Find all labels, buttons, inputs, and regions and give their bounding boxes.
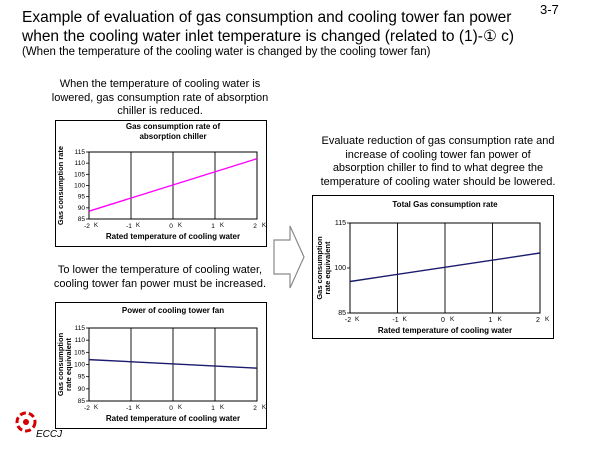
x-tick-label: 1 [211,405,215,412]
x-tick-unit: K [220,223,225,229]
note-top-line: When the temperature of cooling water is [59,78,261,90]
x-tick-unit: K [450,316,455,323]
note-middle-line: cooling tower fan power must be increased. [53,277,267,290]
note-right-line: increase of cooling tower fan power of [345,148,531,161]
y-tick-label: 95 [77,193,85,201]
note-top-line: chiller is reduced. [117,105,203,117]
x-tick-label: 0 [441,317,445,324]
x-tick-label: 2 [253,223,257,230]
eccj-logo-icon [14,410,38,434]
title-line-2: when the cooling water inlet temperature is changed (related to (1)-① c) [22,28,515,45]
y-tick-label: 110 [74,337,85,345]
page-number: 3-7 [540,2,559,17]
x-tick-unit: K [262,223,267,229]
y-axis-label: rate equivalent [64,338,73,391]
note-right-line: Evaluate reduction of gas consumption rate and [321,135,555,147]
flow-arrow-shape [274,226,304,288]
x-axis-label: Rated temperature of cooling water [105,232,241,241]
note-top [20,78,300,119]
chart-title: Total Gas consumption rate [392,200,498,209]
x-axis-label: Rated temperature of cooling water [377,326,513,335]
y-tick-label: 85 [77,216,85,223]
y-tick-label: 85 [338,310,346,317]
y-tick-label: 85 [77,398,85,405]
chart-title: absorption chiller [139,132,207,141]
x-tick-unit: K [545,316,550,323]
y-tick-label: 90 [77,385,85,393]
note-right-line: absorption chiller to find to what degree the [332,162,544,174]
y-tick-label: 100 [334,265,346,272]
y-axis-label: rate equivalent [323,241,332,295]
x-tick-label: -1 [126,405,132,412]
x-tick-label: 2 [536,317,540,324]
y-tick-label: 90 [77,204,85,212]
y-tick-label: 105 [74,171,85,179]
page-subtitle: (When the temperature of the cooling water is changed by the cooling tower fan) [22,46,431,58]
y-tick-label: 105 [74,349,85,357]
y-tick-label: 95 [77,373,85,381]
note-middle-line: To lower the temperature of cooling water, [57,264,263,276]
x-tick-label: -2 [84,405,90,412]
y-tick-label: 115 [334,220,346,227]
x-tick-label: -1 [126,223,132,230]
x-tick-unit: K [262,405,267,411]
x-tick-label: 2 [253,405,257,412]
note-right-line: temperature of cooling water should be lowered. [320,175,556,188]
y-tick-label: 100 [74,182,85,190]
note-middle [20,264,300,291]
y-tick-label: 100 [74,361,85,369]
x-tick-unit: K [94,405,99,411]
chart-title: Power of cooling tower fan [121,306,225,315]
chart-cooling-tower-fan-power [55,302,267,429]
note-right [298,135,578,189]
title-line-1: Example of evaluation of gas consumption and cooling tower fan power [22,9,512,26]
x-axis-label: Rated temperature of cooling water [105,414,241,423]
x-tick-unit: K [402,316,407,323]
y-axis-label: Gas consumption [315,236,324,300]
x-tick-unit: K [355,316,360,323]
y-axis-label: Gas consumption rate [56,145,65,226]
x-tick-label: 0 [169,405,173,412]
x-tick-label: 1 [211,223,215,230]
flow-arrow [272,222,306,292]
x-tick-unit: K [136,405,141,411]
y-tick-label: 115 [74,149,85,156]
x-tick-unit: K [178,405,183,411]
logo-text: ECCJ [36,429,63,440]
y-axis-label: Gas consumption [56,332,65,397]
x-tick-label: -2 [84,223,90,230]
x-tick-label: 1 [488,317,493,324]
page-title [22,8,514,46]
chart-total-gas-consumption [312,195,554,339]
x-tick-unit: K [94,223,99,229]
x-tick-unit: K [136,223,141,229]
x-tick-label: 0 [169,223,173,230]
chart-title: Gas consumption rate of [125,122,221,131]
x-tick-label: -2 [344,317,352,324]
x-tick-unit: K [178,223,183,229]
y-tick-label: 115 [74,325,85,332]
x-tick-unit: K [497,316,502,323]
x-tick-unit: K [220,405,225,411]
note-top-line: lowered, gas consumption rate of absorption [51,91,269,104]
chart-gas-consumption-rate [55,120,267,247]
x-tick-label: -1 [392,317,399,324]
y-tick-label: 110 [74,160,85,168]
